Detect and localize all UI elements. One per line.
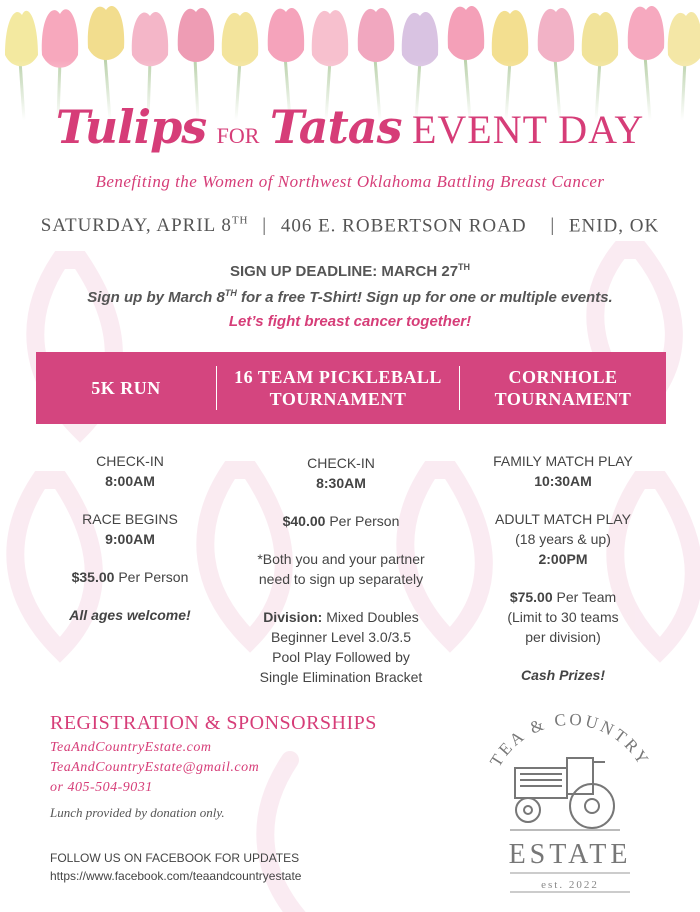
tshirt-note: Sign up by March 8TH for a free T-Shirt! Sign up for one or multiple events. <box>87 288 613 306</box>
event-title-cornhole: CORNHOLE TOURNAMENT <box>494 367 632 409</box>
cornhole-adult-age: (18 years & up) <box>515 531 611 547</box>
cornhole-prizes: Cash Prizes! <box>520 667 606 683</box>
run-details <box>36 451 224 625</box>
title-tulips: Tulips <box>55 100 207 154</box>
website-link[interactable]: TeaAndCountryEstate.com <box>50 740 212 755</box>
run-note: All ages welcome! <box>69 607 191 623</box>
event-title-pickleball: 16 TEAM PICKLEBALL TOURNAMENT <box>234 367 442 409</box>
registration-title: REGISTRATION & SPONSORSHIPS <box>50 712 377 734</box>
cornhole-adult-label: ADULT MATCH PLAY <box>495 511 631 527</box>
event-address: 406 E. ROBERTSON ROAD <box>280 215 527 237</box>
svg-text:TEA & COUNTRY <box>486 710 654 770</box>
event-date: SATURDAY, APRIL 8TH <box>40 215 249 237</box>
events-header-bar <box>36 352 666 424</box>
cornhole-adult-time: 2:00PM <box>538 551 588 567</box>
phone-number: or 405-504-9031 <box>50 780 153 795</box>
pickleball-checkin-time: 8:30AM <box>316 475 366 491</box>
cornhole-family-time: 10:30AM <box>534 473 592 489</box>
title-for: FOR <box>216 123 260 148</box>
tea-country-estate-logo <box>470 700 670 900</box>
pickleball-price: $40.00 Per Person <box>282 513 400 529</box>
facebook-url[interactable]: https://www.facebook.com/teaandcountryestate <box>50 869 302 883</box>
logo-arc-text: TEA & COUNTRY <box>486 709 654 771</box>
pickleball-checkin-label: CHECK-IN <box>307 455 375 471</box>
run-checkin-time: 8:00AM <box>105 473 155 489</box>
run-checkin-label: CHECK-IN <box>96 453 164 469</box>
subtitle: Benefiting the Women of Northwest Oklahoma Battling Breast Cancer <box>95 172 605 191</box>
run-race-time: 9:00AM <box>105 531 155 547</box>
tractor-icon <box>510 758 620 830</box>
separator: | <box>262 215 268 237</box>
run-price: $35.00 Per Person <box>71 569 189 585</box>
cornhole-price: $75.00 Per Team <box>509 589 617 605</box>
logo-name: ESTATE <box>508 839 632 870</box>
pickleball-level: Beginner Level 3.0/3.5 <box>270 629 412 645</box>
event-title <box>0 100 700 154</box>
event-city: ENID, OK <box>568 215 660 237</box>
cornhole-family-label: FAMILY MATCH PLAY <box>493 453 633 469</box>
title-tatas: Tatas <box>269 100 402 154</box>
cornhole-limit-1: (Limit to 30 teams <box>507 609 619 625</box>
separator: | <box>550 215 556 237</box>
pickleball-division: Division: Mixed Doubles <box>263 609 419 625</box>
fight-slogan: Let’s fight breast cancer together! <box>228 313 472 330</box>
title-event-day: EVENT DAY <box>411 107 645 152</box>
pickleball-format-1: Pool Play Followed by <box>272 649 410 665</box>
cornhole-details <box>460 451 666 685</box>
event-title-5k: 5K RUN <box>91 378 161 398</box>
run-race-label: RACE BEGINS <box>82 511 178 527</box>
pickleball-details <box>218 453 464 687</box>
lunch-note: Lunch provided by donation only. <box>50 805 225 820</box>
signup-deadline: SIGN UP DEADLINE: MARCH 27TH <box>229 262 471 280</box>
follow-facebook: FOLLOW US ON FACEBOOK FOR UPDATES <box>50 851 300 865</box>
pickleball-format-2: Single Elimination Bracket <box>259 669 423 685</box>
cornhole-limit-2: per division) <box>525 629 601 645</box>
pickleball-partner-note-1: *Both you and your partner <box>257 551 425 567</box>
date-location-line <box>0 215 700 237</box>
logo-est: est. 2022 <box>541 879 599 891</box>
pickleball-partner-note-2: need to sign up separately <box>258 571 424 587</box>
email-link[interactable]: TeaAndCountryEstate@gmail.com <box>50 760 260 775</box>
